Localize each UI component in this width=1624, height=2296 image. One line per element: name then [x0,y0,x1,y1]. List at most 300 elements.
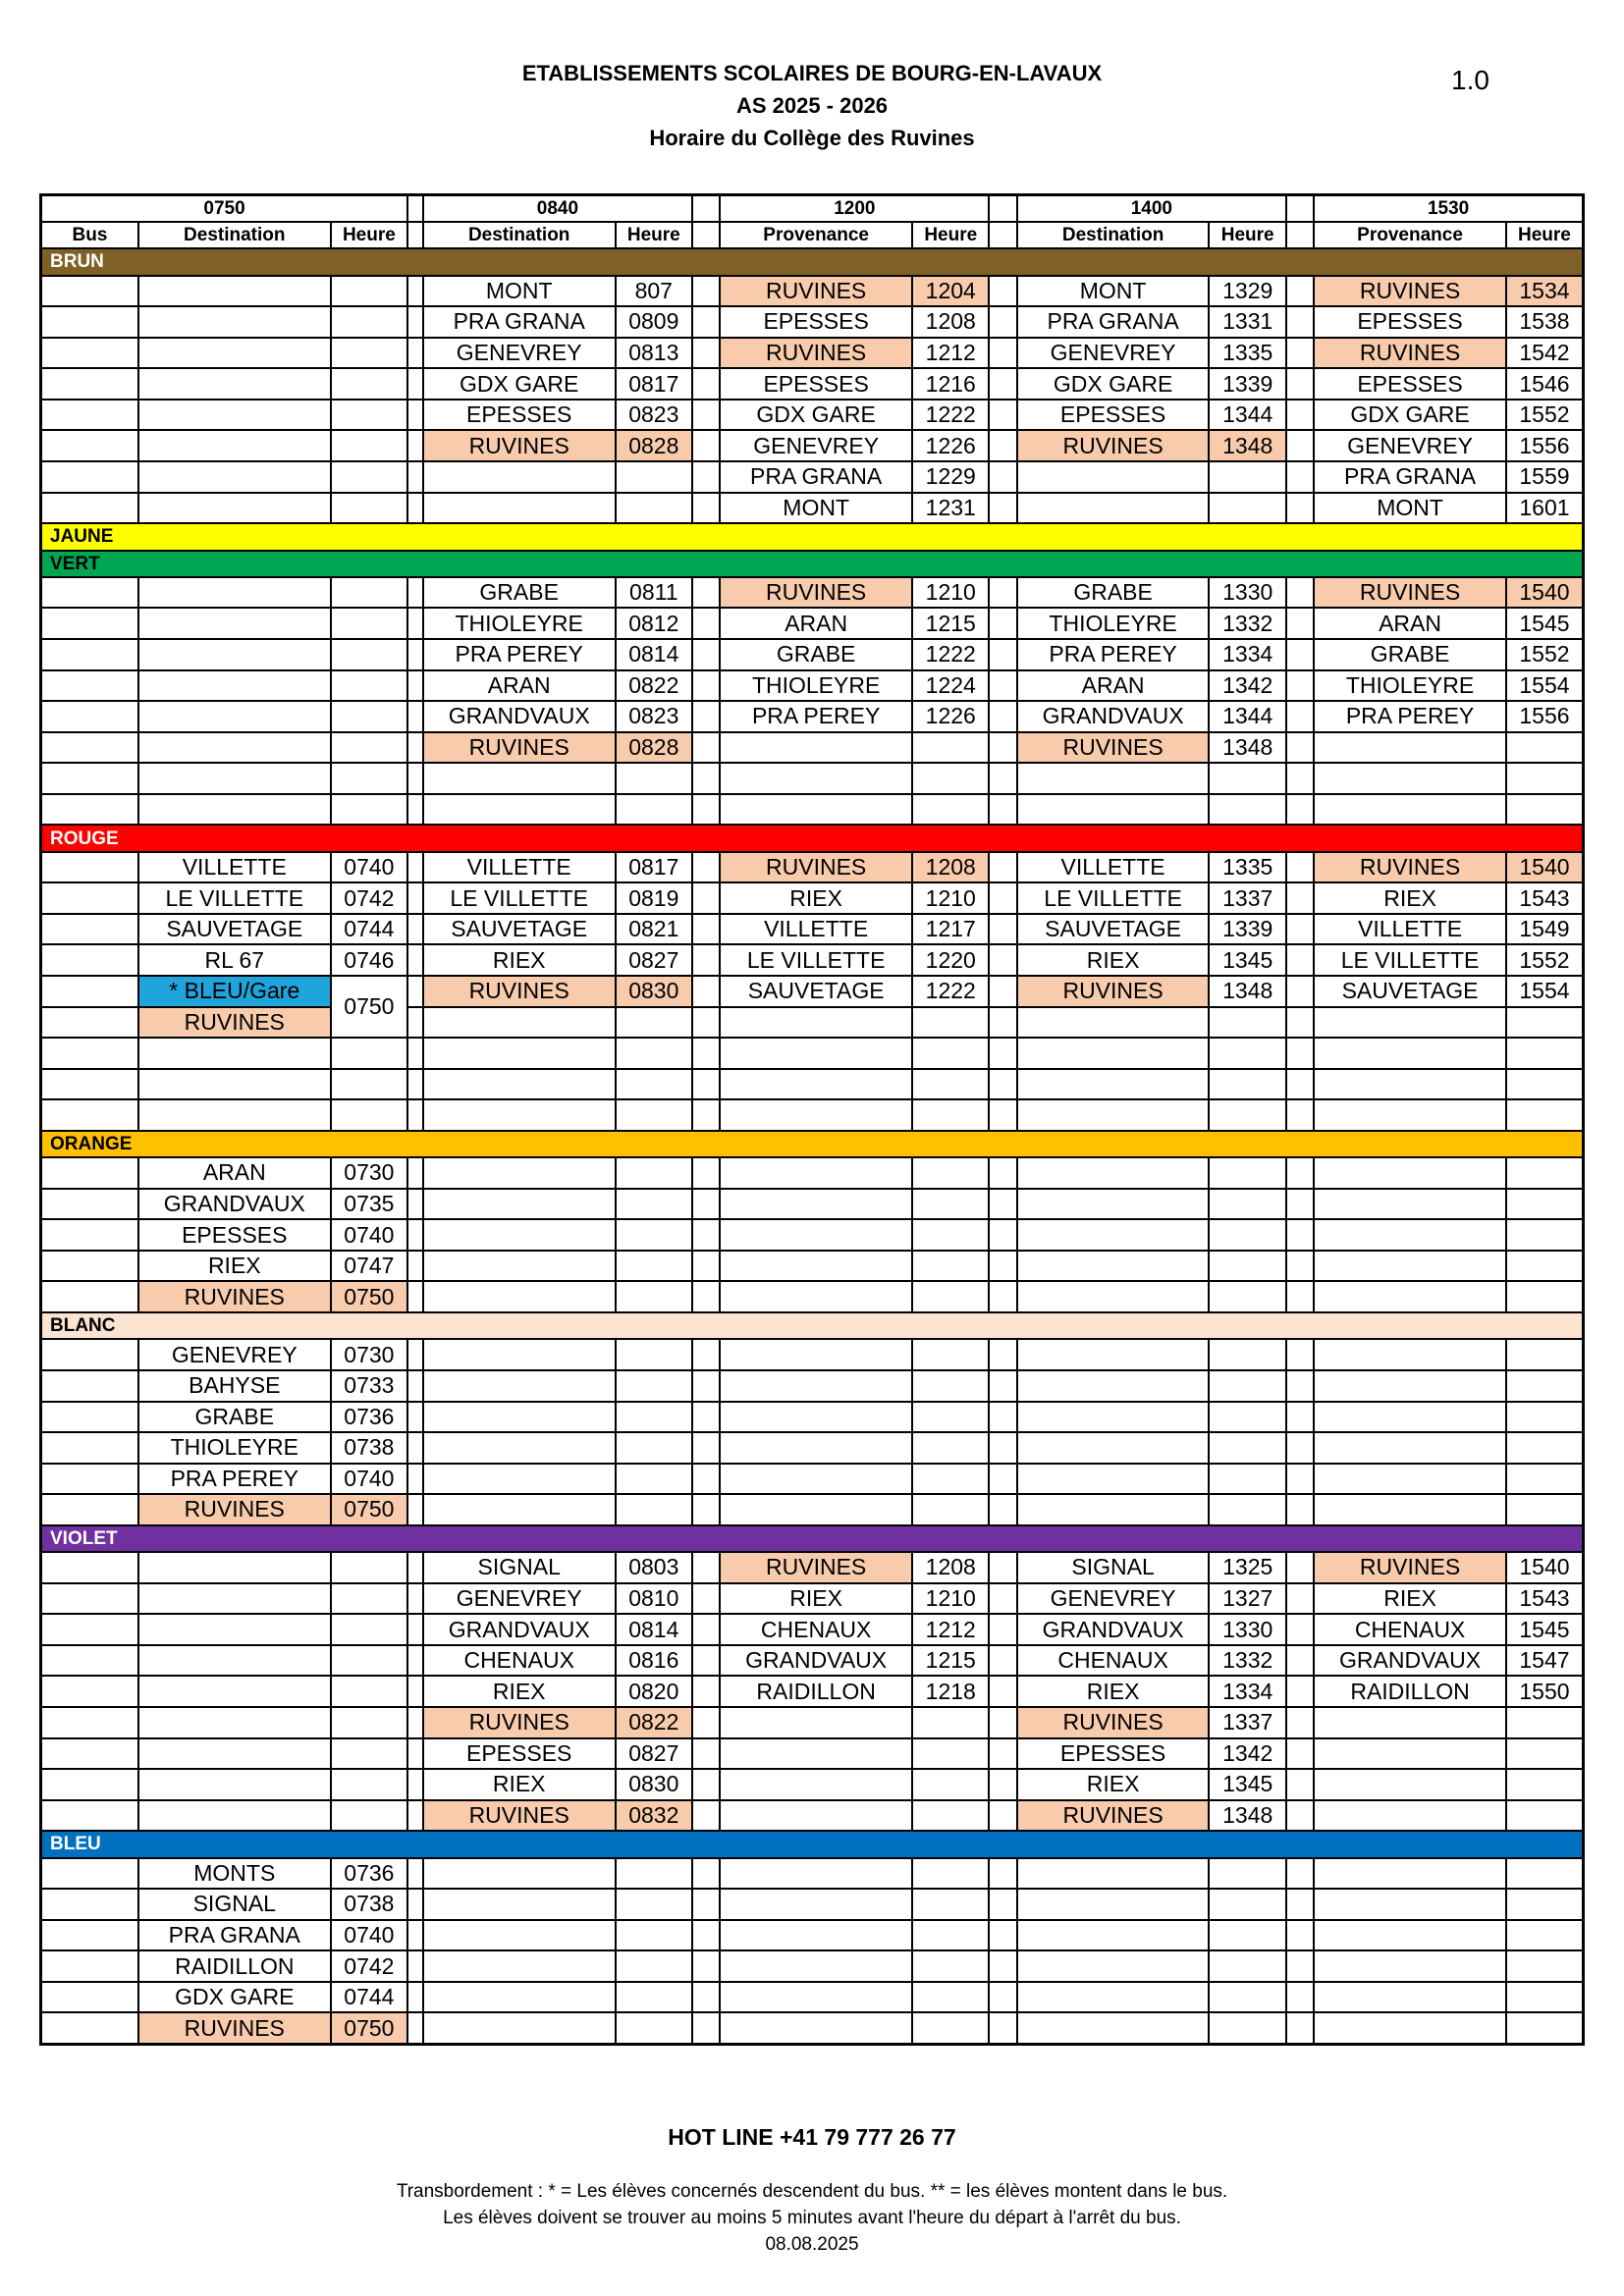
cell-bus [41,732,138,764]
cell-heure-1400: 1325 [1209,1552,1285,1583]
cell-heure-1400 [1209,1858,1285,1890]
cell-heure-0750: 0750 [331,2012,408,2044]
cell-heure-1530 [1506,1281,1584,1312]
cell-heure-1530 [1506,1069,1584,1100]
cell-dest-1400: THIOLEYRE [1017,608,1210,639]
schedule-row [41,1645,1584,1677]
cell-heure-1530: 1540 [1506,1552,1584,1583]
schedule-row [41,882,1584,914]
cell-heure-1400 [1209,2012,1285,2044]
cell-dest-0750 [138,493,331,524]
cell-dest-0840: RIEX [423,1769,616,1800]
cell-prov-1530 [1314,1982,1506,2013]
spacer-cell [407,1157,423,1189]
cell-heure-1400: 1337 [1209,1707,1285,1738]
arrival-note: Les élèves doivent se trouver au moins 5 minutes avant l'heure du départ à l'arrêt du bus. [443,2208,1181,2228]
spacer-cell [989,338,1016,369]
schedule-row [41,1157,1584,1189]
cell-heure-0840: 0820 [616,1676,692,1707]
line-rouge-label: ROUGE [41,825,1584,851]
cell-bus [41,1858,138,1890]
spacer-cell [692,2012,720,2044]
cell-dest-0750 [138,1099,331,1131]
spacer-cell [692,944,720,976]
cell-bus [41,1738,138,1770]
schedule-row [41,1370,1584,1402]
cell-heure-1400: 1335 [1209,852,1285,883]
spacer-cell [407,1889,423,1920]
cell-dest-0750: SIGNAL [138,1889,331,1920]
time-header-1200: 1200 [720,195,989,222]
schedule-row [41,1889,1584,1920]
cell-prov-1200 [720,1889,912,1920]
spacer-cell [989,1494,1016,1525]
spacer-cell [692,368,720,400]
cell-heure-1530 [1506,1738,1584,1770]
cell-heure-1400: 1348 [1209,976,1285,1007]
cell-dest-1400 [1017,763,1210,794]
hotline-number: HOT LINE +41 79 777 26 77 [668,2124,956,2150]
cell-heure-1530 [1506,1251,1584,1282]
spacer-cell [1286,1494,1314,1525]
spacer-cell [407,1950,423,1982]
spacer-cell [1286,1251,1314,1282]
cell-dest-0840: VILLETTE [423,852,616,883]
spacer-cell [692,914,720,945]
cell-heure-1530 [1506,1800,1584,1832]
cell-heure-1200: 1216 [912,368,989,400]
cell-prov-1530 [1314,1219,1506,1251]
cell-heure-0840: 0822 [616,670,692,702]
cell-heure-0840 [616,1920,692,1951]
cell-heure-0840 [616,1281,692,1312]
cell-heure-0750 [331,493,408,524]
spacer-cell [989,1858,1016,1890]
spacer-cell [1286,1402,1314,1433]
cell-prov-1200 [720,794,912,826]
schedule-row [41,1769,1584,1800]
cell-dest-0840: RUVINES [423,430,616,461]
cell-heure-1530 [1506,1432,1584,1464]
cell-prov-1530: MONT [1314,493,1506,524]
schedule-row [41,1552,1584,1583]
spacer-cell [692,1402,720,1433]
cell-heure-1530: 1550 [1506,1676,1584,1707]
cell-dest-0840 [423,1219,616,1251]
cell-heure-1400 [1209,1889,1285,1920]
schedule-row [41,2012,1584,2044]
cell-prov-1530 [1314,794,1506,826]
spacer-cell [692,701,720,732]
cell-prov-1200 [720,763,912,794]
spacer-cell [407,276,423,307]
col-provenance-1530: Provenance [1314,222,1506,248]
schedule-row [41,1494,1584,1525]
cell-dest-0840: ARAN [423,670,616,702]
cell-heure-1200: 1231 [912,493,989,524]
cell-heure-0840 [616,794,692,826]
cell-heure-1530: 1534 [1506,276,1584,307]
cell-heure-0750 [331,430,408,461]
cell-prov-1200 [720,1339,912,1370]
cell-dest-1400 [1017,1339,1210,1370]
line-bleu-header [41,1831,1584,1857]
document-date: 08.08.2025 [765,2234,859,2255]
cell-dest-0840 [423,1858,616,1890]
spacer-cell [692,493,720,524]
cell-prov-1200 [720,1738,912,1770]
spacer-cell [692,1552,720,1583]
cell-dest-0750 [138,1769,331,1800]
cell-bus [41,639,138,670]
schedule-row [41,1707,1584,1738]
cell-heure-0750 [331,608,408,639]
cell-heure-1400: 1330 [1209,1614,1285,1645]
spacer-cell [989,1189,1016,1220]
spacer-cell [407,1645,423,1677]
spacer-cell [989,976,1016,1007]
cell-prov-1200: CHENAUX [720,1614,912,1645]
cell-dest-0840 [423,1494,616,1525]
cell-dest-0750 [138,1552,331,1583]
cell-heure-0750 [331,461,408,493]
cell-heure-1400: 1331 [1209,306,1285,338]
cell-dest-0840: RUVINES [423,1800,616,1832]
schedule-row [41,1738,1584,1770]
cell-heure-1400 [1209,1007,1285,1039]
cell-dest-0750: ARAN [138,1157,331,1189]
cell-prov-1530: EPESSES [1314,306,1506,338]
line-jaune-header [41,523,1584,550]
cell-dest-0840 [423,1069,616,1100]
cell-heure-1200 [912,1189,989,1220]
spacer-cell [1286,1432,1314,1464]
cell-heure-1400 [1209,1038,1285,1069]
cell-dest-1400 [1017,1007,1210,1039]
cell-prov-1200: GRANDVAUX [720,1645,912,1677]
cell-prov-1200: RIEX [720,1583,912,1615]
spacer-cell [407,1281,423,1312]
cell-dest-1400 [1017,1858,1210,1890]
schedule-subtitle: Horaire du Collège des Ruvines [649,126,975,150]
cell-heure-1200: 1218 [912,1676,989,1707]
cell-heure-0750: 0730 [331,1339,408,1370]
spacer-cell [407,306,423,338]
cell-heure-0750: 0740 [331,1464,408,1495]
spacer-cell [692,1889,720,1920]
schedule-row [41,1339,1584,1370]
cell-prov-1530: RUVINES [1314,1552,1506,1583]
cell-heure-1400: 1344 [1209,701,1285,732]
cell-heure-1200 [912,1432,989,1464]
cell-prov-1530: RIEX [1314,1583,1506,1615]
cell-prov-1200 [720,1858,912,1890]
spacer-cell [692,1370,720,1402]
cell-heure-1200 [912,1950,989,1982]
cell-heure-0750 [331,1645,408,1677]
cell-bus [41,2012,138,2044]
spacer-cell [692,1219,720,1251]
cell-heure-1400 [1209,1219,1285,1251]
cell-heure-1200 [912,732,989,764]
line-vert-label: VERT [41,551,1584,577]
cell-heure-1530 [1506,794,1584,826]
spacer-cell [1286,1370,1314,1402]
spacer-cell [692,577,720,609]
spacer-cell [692,430,720,461]
cell-heure-0750 [331,794,408,826]
cell-heure-0840: 0828 [616,732,692,764]
cell-heure-0750 [331,1614,408,1645]
spacer-cell [1286,1858,1314,1890]
spacer-cell [989,1769,1016,1800]
cell-prov-1200 [720,1769,912,1800]
cell-heure-1400 [1209,1464,1285,1495]
spacer-cell [989,1738,1016,1770]
cell-heure-1200 [912,1920,989,1951]
cell-dest-1400: RUVINES [1017,1800,1210,1832]
cell-heure-0750: 0742 [331,1950,408,1982]
cell-heure-0840: 0828 [616,430,692,461]
cell-dest-0750: GRABE [138,1402,331,1433]
col-heure-1200: Heure [912,222,989,248]
cell-heure-0840: 0810 [616,1583,692,1615]
cell-heure-0840 [616,1402,692,1433]
cell-heure-1200: 1208 [912,852,989,883]
cell-dest-0840: GENEVREY [423,1583,616,1615]
cell-heure-0840: 0817 [616,852,692,883]
spacer-cell [989,794,1016,826]
cell-bus [41,1982,138,2013]
cell-dest-0750: GENEVREY [138,1339,331,1370]
cell-dest-1400 [1017,1219,1210,1251]
spacer-cell [407,732,423,764]
cell-prov-1200: RUVINES [720,852,912,883]
cell-heure-1200 [912,794,989,826]
spacer-cell [407,763,423,794]
spacer-cell [1286,882,1314,914]
cell-prov-1530: ARAN [1314,608,1506,639]
spacer-cell [1286,608,1314,639]
spacer-cell [989,1707,1016,1738]
spacer-cell [1286,1038,1314,1069]
spacer-cell [989,1950,1016,1982]
spacer-cell [692,461,720,493]
spacer-cell [1286,461,1314,493]
cell-dest-0750 [138,1800,331,1832]
cell-dest-1400: GENEVREY [1017,338,1210,369]
cell-bus [41,1920,138,1951]
cell-bus [41,608,138,639]
cell-heure-1400: 1337 [1209,882,1285,914]
cell-heure-1400: 1332 [1209,608,1285,639]
spacer-cell [407,368,423,400]
cell-dest-1400 [1017,1370,1210,1402]
cell-prov-1530: SAUVETAGE [1314,976,1506,1007]
cell-bus [41,1339,138,1370]
cell-bus [41,670,138,702]
cell-heure-1200: 1220 [912,944,989,976]
cell-heure-1400 [1209,1099,1285,1131]
schedule-row [41,1920,1584,1951]
cell-heure-1530: 1546 [1506,368,1584,400]
cell-dest-0750: BAHYSE [138,1370,331,1402]
cell-heure-1200 [912,1769,989,1800]
cell-heure-0840 [616,1189,692,1220]
cell-heure-1530 [1506,732,1584,764]
cell-heure-1530: 1547 [1506,1645,1584,1677]
cell-dest-0840 [423,1464,616,1495]
cell-heure-0840 [616,1858,692,1890]
cell-heure-1530: 1556 [1506,701,1584,732]
spacer-cell [692,852,720,883]
column-header-row [41,222,1584,248]
cell-heure-1400 [1209,1370,1285,1402]
cell-dest-1400: GDX GARE [1017,368,1210,400]
cell-heure-1200: 1210 [912,577,989,609]
spacer-cell [989,1251,1016,1282]
cell-heure-0750 [331,1038,408,1069]
cell-dest-1400: GRANDVAUX [1017,1614,1210,1645]
cell-dest-1400: GENEVREY [1017,1583,1210,1615]
col-heure-0750: Heure [331,222,408,248]
cell-heure-0750: 0740 [331,852,408,883]
cell-heure-1530 [1506,1769,1584,1800]
cell-dest-0750 [138,1707,331,1738]
spacer-cell [692,732,720,764]
cell-dest-1400: VILLETTE [1017,852,1210,883]
cell-heure-0840: 0811 [616,577,692,609]
cell-bus [41,1402,138,1433]
spacer-cell [692,1676,720,1707]
schedule-row [41,400,1584,431]
schedule-row [41,1432,1584,1464]
cell-heure-0750 [331,1676,408,1707]
cell-heure-1200: 1215 [912,608,989,639]
cell-prov-1200 [720,1069,912,1100]
cell-heure-0840 [616,1007,692,1039]
cell-dest-1400 [1017,493,1210,524]
spacer-cell [989,914,1016,945]
cell-prov-1200: EPESSES [720,368,912,400]
spacer-cell [692,1464,720,1495]
cell-heure-0840 [616,1950,692,1982]
spacer-cell [692,276,720,307]
cell-dest-0840: GENEVREY [423,338,616,369]
cell-heure-1200 [912,763,989,794]
schedule-row [41,1281,1584,1312]
cell-heure-1400 [1209,1189,1285,1220]
spacer-cell [1286,430,1314,461]
col-provenance-1200: Provenance [720,222,912,248]
spacer-cell [1286,1707,1314,1738]
schedule-row [41,1189,1584,1220]
cell-dest-0750 [138,732,331,764]
cell-bus [41,976,138,1007]
cell-dest-1400: SIGNAL [1017,1552,1210,1583]
cell-bus [41,944,138,976]
spacer-cell [1286,2012,1314,2044]
cell-heure-1400: 1348 [1209,430,1285,461]
cell-heure-1530: 1554 [1506,670,1584,702]
cell-heure-1530 [1506,1889,1584,1920]
cell-prov-1530 [1314,1769,1506,1800]
line-orange-header [41,1131,1584,1157]
cell-heure-0840 [616,2012,692,2044]
spacer-cell [1286,852,1314,883]
cell-heure-0750 [331,1800,408,1832]
spacer-cell [407,1402,423,1433]
spacer-cell [989,493,1016,524]
cell-prov-1530 [1314,1339,1506,1370]
cell-heure-1200: 1217 [912,914,989,945]
spacer-cell [407,400,423,431]
cell-dest-0840 [423,1370,616,1402]
cell-dest-0750: PRA GRANA [138,1920,331,1951]
line-orange-label: ORANGE [41,1131,1584,1157]
cell-dest-0750: RIEX [138,1251,331,1282]
cell-dest-1400: RUVINES [1017,1707,1210,1738]
cell-heure-1530: 1538 [1506,306,1584,338]
cell-bus [41,1189,138,1220]
cell-prov-1530: VILLETTE [1314,914,1506,945]
cell-dest-0750 [138,608,331,639]
spacer-cell [692,338,720,369]
schedule-row [41,1614,1584,1645]
spacer-cell [407,1738,423,1770]
cell-heure-0750 [331,639,408,670]
cell-dest-0840 [423,794,616,826]
cell-dest-1400: RIEX [1017,944,1210,976]
cell-dest-0840: THIOLEYRE [423,608,616,639]
spacer-cell [989,461,1016,493]
cell-heure-0750 [331,1069,408,1100]
cell-prov-1200 [720,1189,912,1220]
schedule-row [41,1038,1584,1069]
cell-dest-1400: EPESSES [1017,1738,1210,1770]
cell-heure-0840: 807 [616,276,692,307]
spacer-cell [989,1464,1016,1495]
cell-bus [41,1038,138,1069]
spacer-cell [1286,670,1314,702]
cell-prov-1530 [1314,1889,1506,1920]
schedule-row [41,608,1584,639]
cell-dest-0750: GDX GARE [138,1982,331,2013]
cell-dest-1400: GRABE [1017,577,1210,609]
cell-heure-1400: 1335 [1209,338,1285,369]
cell-dest-0840: MONT [423,276,616,307]
cell-heure-0840: 0821 [616,914,692,945]
cell-dest-0750: RL 67 [138,944,331,976]
cell-prov-1200 [720,1982,912,2013]
cell-prov-1530 [1314,1920,1506,1951]
spacer-cell [692,608,720,639]
transfer-note: Transbordement : * = Les élèves concernés descendent du bus. ** = les élèves montent dans le bus. [396,2181,1228,2202]
spacer-cell [989,852,1016,883]
cell-prov-1530 [1314,1432,1506,1464]
cell-heure-0840 [616,1432,692,1464]
spacer-cell [1286,1614,1314,1645]
cell-heure-1400 [1209,1157,1285,1189]
spacer-cell [407,1432,423,1464]
cell-heure-0750: 0735 [331,1189,408,1220]
cell-dest-1400 [1017,1494,1210,1525]
spacer-cell [1286,493,1314,524]
spacer-cell [1286,1920,1314,1951]
schedule-row [41,306,1584,338]
spacer-cell [1286,1007,1314,1039]
cell-prov-1530: RIEX [1314,882,1506,914]
